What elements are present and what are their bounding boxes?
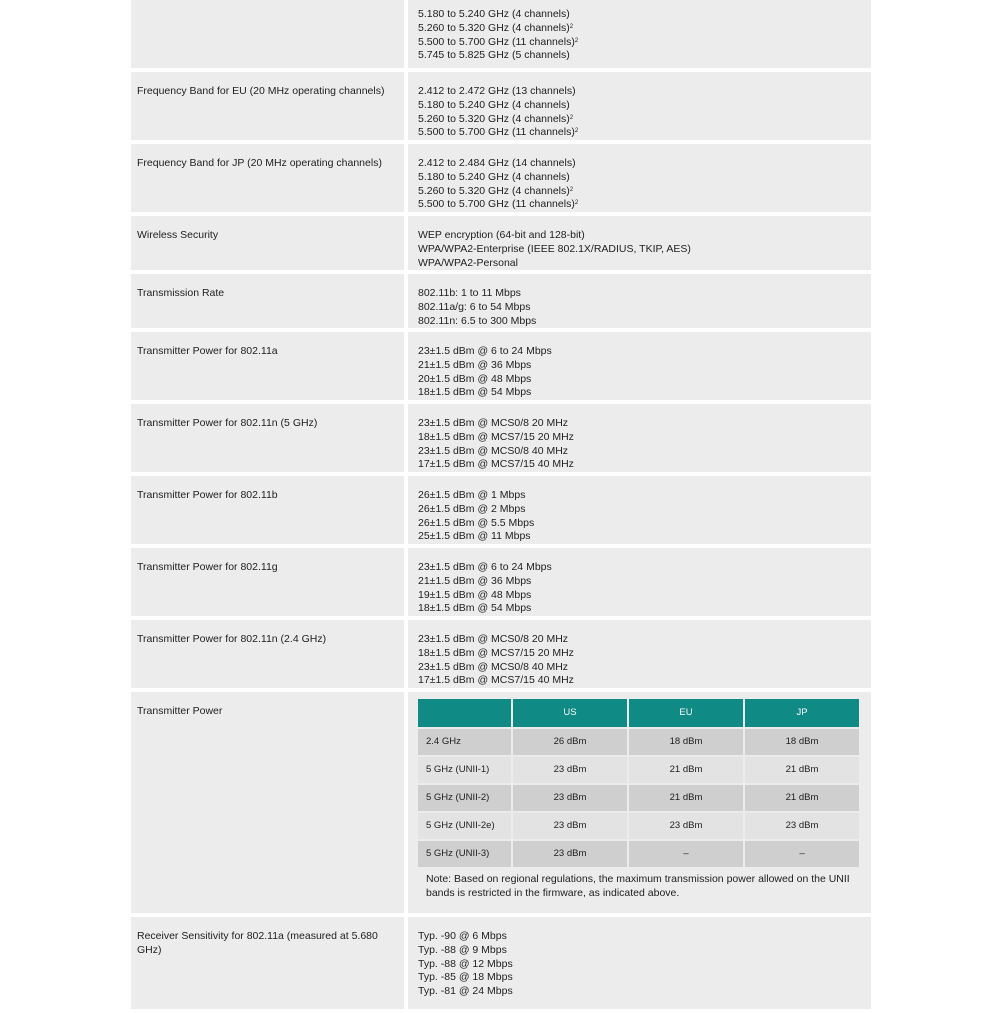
- value-line: [418, 243, 861, 257]
- power-cell: 23 dBm: [629, 813, 743, 839]
- power-cell: 21 dBm: [629, 757, 743, 783]
- value-line: [418, 633, 861, 647]
- value-text: 26±1.5 dBm @ 1 Mbps: [418, 489, 526, 501]
- spec-row-receiver-sensitivity: [131, 917, 871, 1009]
- value-line: [418, 458, 861, 472]
- value-line: [418, 971, 861, 985]
- value-line: [418, 530, 861, 544]
- value-text: WPA/WPA2-Personal: [418, 256, 518, 269]
- value-text: 5.260 to 5.320 GHz (4 channels): [418, 21, 570, 34]
- spec-row-transmitter-power: [131, 692, 871, 913]
- band-cell: 5 GHz (UNII-3): [418, 841, 511, 867]
- header-cell: [418, 699, 511, 727]
- value-text: Typ. -90 @ 6 Mbps: [418, 930, 507, 942]
- power-cell: 18 dBm: [629, 729, 743, 755]
- value-text: Typ. -88 @ 9 Mbps: [418, 943, 507, 956]
- value-text: 18±1.5 dBm @ 54 Mbps: [418, 386, 532, 399]
- spec-rows: [131, 0, 871, 688]
- row-value: [408, 548, 871, 616]
- spec-row: [131, 476, 871, 544]
- value-text: WEP encryption (64-bit and 128-bit): [418, 229, 585, 241]
- value-text: 802.11b: 1 to 11 Mbps: [418, 287, 521, 299]
- row-label: Wireless Security: [131, 216, 404, 270]
- row-value: [408, 620, 871, 688]
- power-table-body: [418, 729, 859, 867]
- value-text: 26±1.5 dBm @ 5.5 Mbps: [418, 516, 535, 529]
- spec-row: [131, 274, 871, 328]
- value-line: [418, 359, 861, 373]
- value-line: [418, 575, 861, 589]
- value-line: [418, 287, 861, 301]
- power-cell: 23 dBm: [513, 757, 627, 783]
- band-cell: 5 GHz (UNII-1): [418, 757, 511, 783]
- power-table-row: [418, 841, 859, 867]
- spec-row: [131, 72, 871, 140]
- power-table-row: [418, 757, 859, 783]
- value-text: 17±1.5 dBm @ MCS7/15 40 MHz: [418, 674, 574, 687]
- row-label: Transmitter Power for 802.11n (2.4 GHz): [131, 620, 404, 688]
- value-text: 25±1.5 dBm @ 11 Mbps: [418, 530, 531, 543]
- value-line: [418, 589, 861, 603]
- footnote-marker: 2: [569, 23, 574, 30]
- value-text: 2.412 to 2.484 GHz (14 channels): [418, 157, 576, 169]
- power-table-row: [418, 785, 859, 811]
- power-cell: 21 dBm: [745, 785, 859, 811]
- value-text: Typ. -81 @ 24 Mbps: [418, 985, 513, 998]
- value-text: 23±1.5 dBm @ 6 to 24 Mbps: [418, 345, 552, 357]
- power-table-header: [418, 699, 859, 727]
- value-line: [418, 674, 861, 688]
- value-text: 18±1.5 dBm @ MCS7/15 20 MHz: [418, 430, 574, 443]
- footnote-marker: 2: [574, 128, 579, 135]
- footnote-marker: 2: [574, 200, 579, 207]
- header-cell: EU: [629, 699, 743, 727]
- value-line: [418, 198, 861, 212]
- row-label: Frequency Band for JP (20 MHz operating channels): [131, 144, 404, 212]
- value-line: [418, 113, 861, 127]
- spec-row: [131, 404, 871, 472]
- row-value: [408, 404, 871, 472]
- value-line: [418, 22, 861, 36]
- value-text: 802.11n: 6.5 to 300 Mbps: [418, 314, 537, 327]
- footnote-marker: 2: [574, 37, 579, 44]
- value-text: 18±1.5 dBm @ MCS7/15 20 MHz: [418, 646, 574, 659]
- value-line: [418, 431, 861, 445]
- value-text: 5.500 to 5.700 GHz (11 channels): [418, 126, 575, 139]
- value-text: 23±1.5 dBm @ MCS0/8 20 MHz: [418, 417, 569, 429]
- row-label: Transmitter Power for 802.11n (5 GHz): [131, 404, 404, 472]
- power-cell: 18 dBm: [745, 729, 859, 755]
- value-line: [418, 126, 861, 140]
- value-text: 5.180 to 5.240 GHz (4 channels): [418, 8, 570, 20]
- band-cell: 5 GHz (UNII-2): [418, 785, 511, 811]
- value-line: [418, 661, 861, 675]
- value-line: [418, 229, 861, 243]
- value-line: [418, 489, 861, 503]
- value-line: [418, 85, 861, 99]
- row-label: Transmission Rate: [131, 274, 404, 328]
- value-line: [418, 944, 861, 958]
- value-line: [418, 157, 861, 171]
- value-line: [418, 602, 861, 616]
- power-note: Note: Based on regional regulations, the maximum transmission power allowed on the UNII bands is restricted in the firmware, as indicated above.: [426, 873, 850, 899]
- value-line: [418, 99, 861, 113]
- value-text: 802.11a/g: 6 to 54 Mbps: [418, 300, 531, 313]
- value-line: [418, 185, 861, 199]
- value-line: [418, 49, 861, 63]
- row-value: [408, 72, 871, 140]
- value-text: WPA/WPA2-Enterprise (IEEE 802.1X/RADIUS, TKIP, AES): [418, 242, 691, 255]
- value-text: 5.500 to 5.700 GHz (11 channels): [418, 198, 575, 211]
- power-table-row: [418, 729, 859, 755]
- header-cell: US: [513, 699, 627, 727]
- power-cell: –: [745, 841, 859, 867]
- power-cell: 23 dBm: [745, 813, 859, 839]
- row-value: [408, 216, 871, 270]
- value-text: Typ. -85 @ 18 Mbps: [418, 971, 513, 984]
- footnote-marker: 2: [569, 186, 574, 193]
- row-value: [408, 332, 871, 400]
- power-table-row: [418, 813, 859, 839]
- value-line: [418, 417, 861, 431]
- value-line: [418, 257, 861, 271]
- value-text: 23±1.5 dBm @ MCS0/8 20 MHz: [418, 633, 569, 645]
- spec-row: [131, 332, 871, 400]
- value-line: [418, 561, 861, 575]
- row-value: [408, 917, 871, 1009]
- value-text: 5.180 to 5.240 GHz (4 channels): [418, 98, 570, 111]
- value-text: 23±1.5 dBm @ MCS0/8 40 MHz: [418, 660, 569, 673]
- value-line: [418, 445, 861, 459]
- value-text: 5.260 to 5.320 GHz (4 channels): [418, 112, 570, 125]
- value-line: [418, 345, 861, 359]
- value-line: [418, 503, 861, 517]
- value-text: 19±1.5 dBm @ 48 Mbps: [418, 588, 532, 601]
- band-cell: 5 GHz (UNII-2e): [418, 813, 511, 839]
- value-line: [418, 517, 861, 531]
- value-line: [418, 647, 861, 661]
- row-label: Frequency Band for EU (20 MHz operating channels): [131, 72, 404, 140]
- spec-row: [131, 620, 871, 688]
- power-cell: 23 dBm: [513, 813, 627, 839]
- value-line: [418, 301, 861, 315]
- value-line: [418, 36, 861, 50]
- value-text: 5.500 to 5.700 GHz (11 channels): [418, 35, 575, 48]
- row-value: [408, 692, 871, 913]
- row-value: [408, 0, 871, 68]
- spec-row: [131, 0, 871, 68]
- value-text: 21±1.5 dBm @ 36 Mbps: [418, 574, 532, 587]
- spec-row: [131, 144, 871, 212]
- value-line: [418, 958, 861, 972]
- value-text: 5.260 to 5.320 GHz (4 channels): [418, 184, 570, 197]
- power-cell: 23 dBm: [513, 841, 627, 867]
- value-text: 2.412 to 2.472 GHz (13 channels): [418, 85, 576, 97]
- row-label: Transmitter Power for 802.11g: [131, 548, 404, 616]
- power-table: [416, 697, 861, 869]
- value-text: 21±1.5 dBm @ 36 Mbps: [418, 358, 532, 371]
- row-label: Transmitter Power: [131, 692, 404, 913]
- row-value: [408, 274, 871, 328]
- row-label: [131, 0, 404, 68]
- row-label: Receiver Sensitivity for 802.11a (measured at 5.680 GHz): [131, 917, 404, 1009]
- spec-row: [131, 216, 871, 270]
- value-line: [418, 373, 861, 387]
- row-value: [408, 476, 871, 544]
- row-label: Transmitter Power for 802.11a: [131, 332, 404, 400]
- value-text: 5.180 to 5.240 GHz (4 channels): [418, 170, 570, 183]
- value-text: 5.745 to 5.825 GHz (5 channels): [418, 49, 570, 62]
- power-cell: 26 dBm: [513, 729, 627, 755]
- value-text: Typ. -88 @ 12 Mbps: [418, 957, 513, 970]
- value-text: 23±1.5 dBm @ 6 to 24 Mbps: [418, 561, 552, 573]
- spec-row: [131, 548, 871, 616]
- value-text: 20±1.5 dBm @ 48 Mbps: [418, 372, 532, 385]
- value-text: 23±1.5 dBm @ MCS0/8 40 MHz: [418, 444, 569, 457]
- spec-table: [131, 0, 871, 1013]
- power-cell: –: [629, 841, 743, 867]
- row-value: [408, 144, 871, 212]
- power-cell: 21 dBm: [745, 757, 859, 783]
- value-line: [418, 985, 861, 999]
- value-line: [418, 8, 861, 22]
- value-text: 17±1.5 dBm @ MCS7/15 40 MHz: [418, 458, 574, 471]
- power-cell: 21 dBm: [629, 785, 743, 811]
- footnote-marker: 2: [569, 114, 574, 121]
- value-text: 26±1.5 dBm @ 2 Mbps: [418, 502, 526, 515]
- row-label: Transmitter Power for 802.11b: [131, 476, 404, 544]
- band-cell: 2.4 GHz: [418, 729, 511, 755]
- value-line: [418, 386, 861, 400]
- header-cell: JP: [745, 699, 859, 727]
- value-line: [418, 315, 861, 329]
- power-cell: 23 dBm: [513, 785, 627, 811]
- value-text: 18±1.5 dBm @ 54 Mbps: [418, 602, 532, 615]
- value-line: [418, 171, 861, 185]
- value-line: [418, 930, 861, 944]
